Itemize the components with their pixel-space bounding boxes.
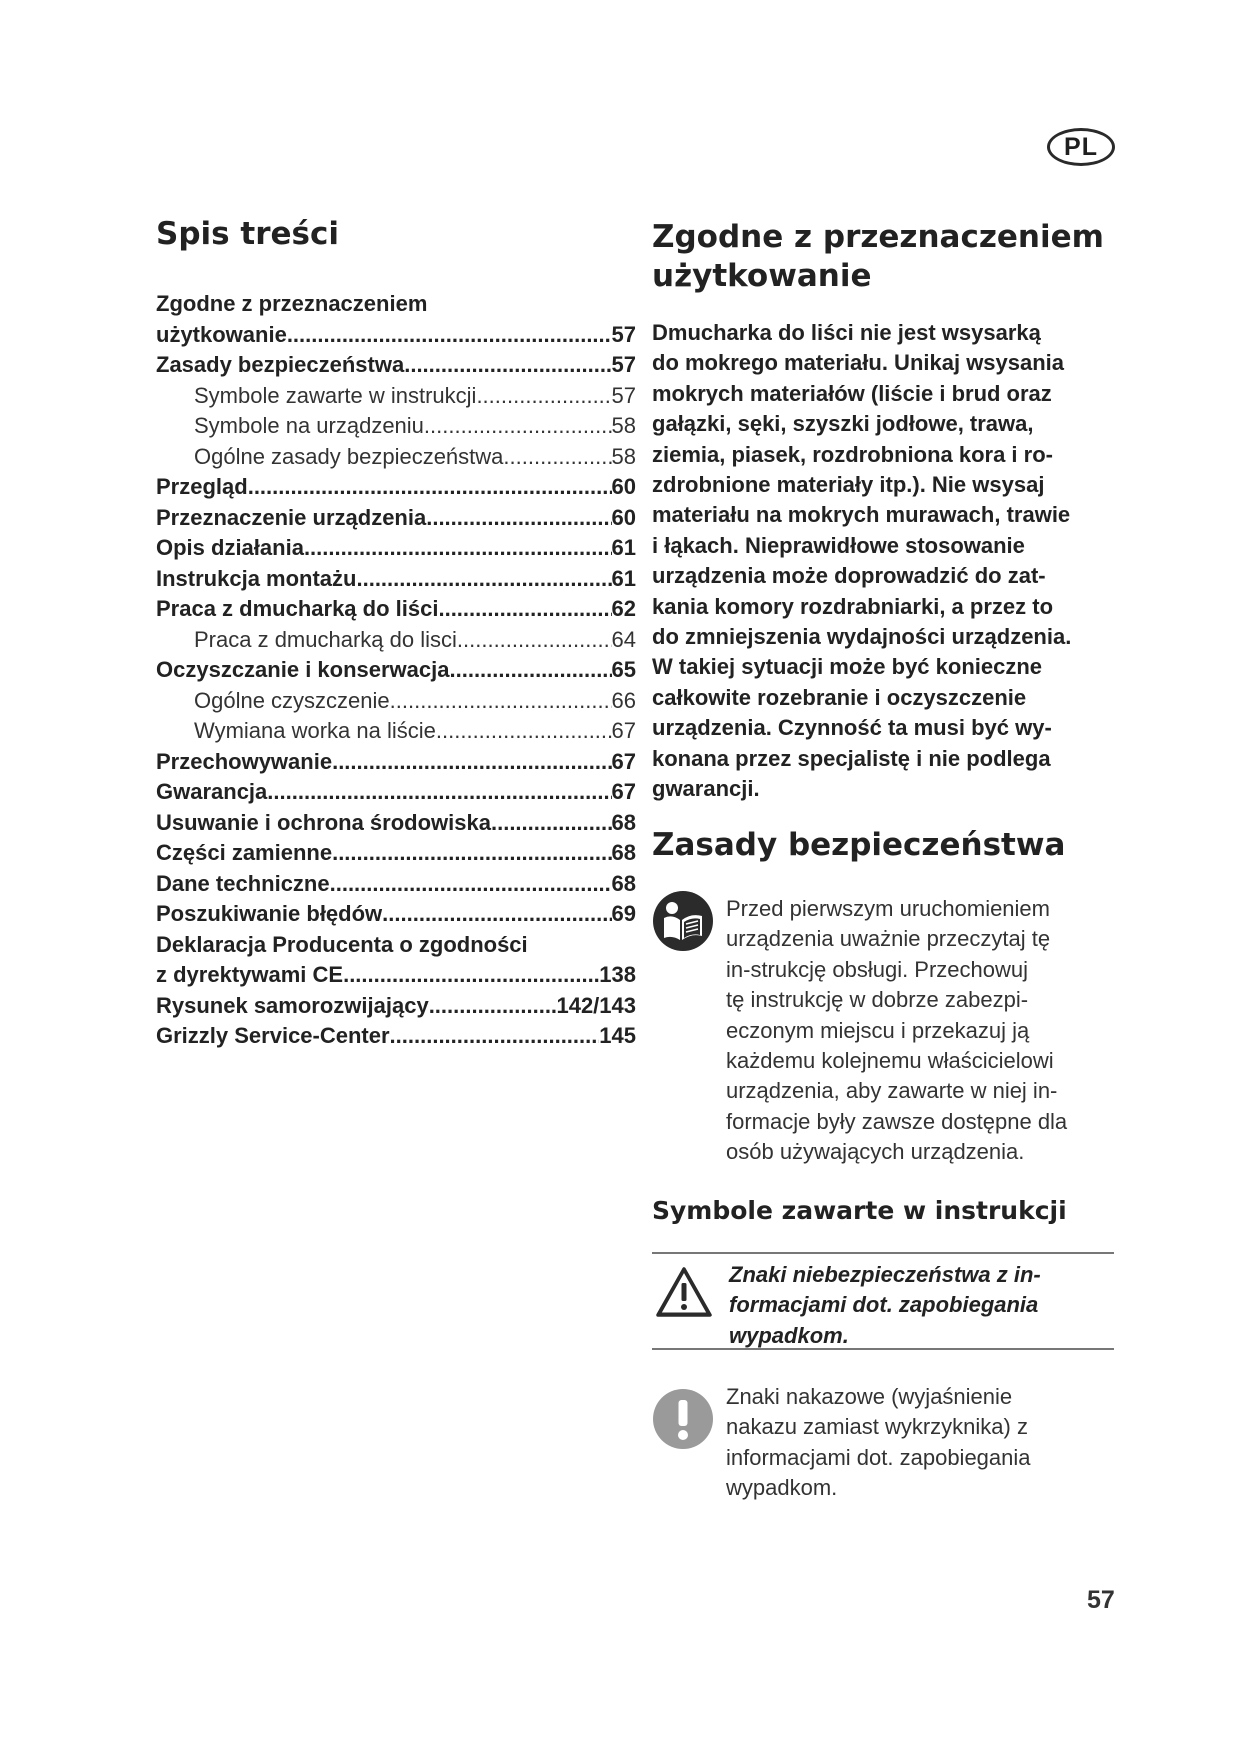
toc-entry: [156, 960, 636, 991]
intended-use-title-line1: Zgodne z przeznaczeniem: [652, 219, 1104, 255]
text-line: Przed pierwszym uruchomieniem: [726, 896, 1050, 921]
toc-entry-title: Deklaracja Producenta o zgodności: [156, 931, 528, 957]
text-line: zdrobnione materiały itp.). Nie wsysaj: [652, 472, 1045, 498]
toc-entry-page: 57: [611, 382, 636, 408]
exclamation-circle-icon: [652, 1388, 714, 1450]
toc-entry: [156, 289, 636, 320]
toc-entry-title: Przechowywanie: [156, 748, 333, 774]
toc-leader-dots: [450, 655, 612, 686]
toc-entry-title: Usuwanie i ochrona środowiska: [156, 809, 491, 835]
toc-entry: [156, 869, 636, 900]
toc-entry-page: 67: [611, 779, 636, 804]
toc-leader-dots: [429, 991, 557, 1022]
toc-entry: [156, 472, 636, 503]
toc-entry-page: 64: [611, 626, 636, 652]
warning-triangle-icon: [656, 1266, 712, 1318]
toc-entry-page: 138: [599, 962, 636, 987]
toc-entry-title: Zasady bezpieczeństwa: [156, 352, 405, 377]
text-line: całkowite rozebranie i oczyszczenie: [652, 684, 1027, 710]
safety-title: Zasady bezpieczeństwa: [652, 827, 1066, 863]
toc-leader-dots: [382, 899, 611, 930]
toc-leader-dots: [304, 533, 612, 564]
text-line: wypadkom.: [729, 1322, 849, 1348]
toc-entry-title: Symbole na urządzeniu: [194, 413, 424, 438]
safety-text: [726, 894, 1126, 1168]
toc-entry-page: 67: [611, 718, 636, 743]
symbols-heading: [652, 1196, 1132, 1225]
toc-entry-page: 58: [611, 443, 636, 469]
symbols-title: Symbole zawarte w instrukcji: [652, 1196, 1067, 1225]
toc-entry-page: 69: [611, 901, 636, 926]
toc-leader-dots: [404, 350, 611, 381]
text-line: Znaki nakazowe (wyjaśnienie: [726, 1384, 1013, 1409]
mandatory-symbol-text: [726, 1382, 1126, 1504]
toc-leader-dots: [503, 442, 611, 473]
toc-entry-title: Gwarancja: [156, 779, 268, 804]
toc-entry: [156, 930, 636, 961]
toc-leader-dots: [330, 869, 612, 900]
toc-entry-title: Opis działania: [156, 535, 304, 560]
text-line: W takiej sytuacji może być konieczne: [652, 654, 1043, 680]
toc-entry-page: 61: [611, 535, 636, 560]
text-line: urządzenia. Czynność ta musi być wy-: [652, 715, 1052, 741]
toc-entry-title: Symbole zawarte w instrukcji: [194, 382, 477, 408]
toc-leader-dots: [287, 320, 612, 351]
toc-entry-title: Wymiana worka na liście: [194, 718, 436, 743]
toc-leader-dots: [390, 1021, 600, 1052]
toc-entry: [156, 899, 636, 930]
toc-leader-dots: [332, 838, 611, 869]
toc-entry-title: Przeznaczenie urządzenia: [156, 504, 427, 530]
text-line: wypadkom.: [726, 1475, 838, 1501]
toc-entry-page: 57: [611, 352, 636, 377]
toc-leader-dots: [248, 472, 612, 503]
toc-entry-title: użytkowanie: [156, 321, 287, 347]
text-line: urządzenia uważnie przeczytaj tę: [726, 926, 1051, 952]
text-line: kania komory rozdrabniarki, a przez to: [652, 593, 1054, 619]
toc-entry-page: 61: [611, 565, 636, 591]
read-manual-icon: [652, 890, 714, 952]
text-line: materiału na mokrych murawach, trawie: [652, 502, 1071, 528]
toc-entry-title: Praca z dmucharką do liści: [156, 596, 439, 621]
toc-entry-title: Rysunek samorozwijający: [156, 992, 429, 1018]
toc-title: Spis treści: [156, 216, 339, 252]
warning-symbol-row: [652, 1252, 1114, 1350]
toc-entry-title: Praca z dmucharką do lisci: [194, 626, 457, 652]
text-line: in-strukcję obsługi. Przechowuj: [726, 956, 1029, 982]
toc-leader-dots: [476, 381, 611, 412]
toc-leader-dots: [267, 777, 611, 808]
toc-entry: [156, 655, 636, 686]
text-line: ziemia, piasek, rozdrobniona kora i ro-: [652, 441, 1053, 467]
page-number: 57: [1087, 1586, 1115, 1614]
language-badge: PL: [1047, 128, 1115, 166]
text-line: formacje były zawsze dostępne dla: [726, 1108, 1068, 1134]
toc-entry-page: 68: [611, 840, 636, 865]
toc-entry-title: Poszukiwanie błędów: [156, 901, 383, 926]
text-line: informacjami dot. zapobiegania: [726, 1444, 1031, 1470]
toc-entry: [156, 320, 636, 351]
intended-use-text: [652, 318, 1132, 805]
text-line: osób używających urządzenia.: [726, 1139, 1025, 1165]
text-line: formacjami dot. zapobiegania: [729, 1292, 1039, 1318]
toc-leader-dots: [426, 503, 611, 534]
text-line: do mokrego materiału. Unikaj wsysania: [652, 350, 1065, 376]
safety-heading: [652, 827, 1132, 863]
toc-leader-dots: [491, 808, 612, 839]
toc-entry-page: 67: [611, 748, 636, 774]
toc-entry-page: 68: [611, 870, 636, 896]
toc-entry-page: 60: [611, 474, 636, 499]
toc-entry: [156, 594, 636, 625]
intended-use-heading: [652, 218, 1132, 296]
toc-entry-title: Instrukcja montażu: [156, 565, 357, 591]
toc-entry-page: 62: [611, 596, 636, 621]
text-line: do zmniejszenia wydajności urządzenia.: [652, 624, 1072, 650]
toc-leader-dots: [343, 960, 599, 991]
toc-entry-title: Oczyszczanie i konserwacja: [156, 657, 450, 682]
text-line: każdemu kolejnemu właścicielowi: [726, 1048, 1054, 1074]
toc-leader-dots: [390, 686, 612, 717]
text-line: gałązki, sęki, szyszki jodłowe, trawa,: [652, 411, 1034, 437]
text-line: konana przez specjalistę i nie podlega: [652, 745, 1051, 771]
toc-entry-title: Ogólne zasady bezpieczeństwa: [194, 443, 504, 469]
toc-entry-title: Części zamienne: [156, 840, 333, 865]
toc-entry: [156, 411, 636, 442]
table-of-contents: [156, 289, 636, 1052]
text-line: tę instrukcję w dobrze zabezpi-: [726, 987, 1029, 1013]
toc-entry: [156, 747, 636, 778]
warning-symbol-text: [729, 1260, 1114, 1351]
toc-entry-page: 68: [611, 809, 636, 835]
text-line: nakazu zamiast wykrzyknika) z: [726, 1414, 1028, 1440]
toc-leader-dots: [457, 625, 612, 656]
toc-entry: [156, 1021, 636, 1052]
toc-leader-dots: [332, 747, 611, 778]
toc-entry-page: 142/143: [556, 992, 636, 1018]
text-line: mokrych materiałów (liście i brud oraz: [652, 380, 1052, 406]
toc-entry-page: 60: [611, 504, 636, 530]
text-line: urządzenia, aby zawarte w niej in-: [726, 1078, 1058, 1104]
toc-entry: [156, 716, 636, 747]
intended-use-title-line2: użytkowanie: [652, 258, 872, 294]
toc-entry: [156, 991, 636, 1022]
toc-entry-title: Grizzly Service-Center: [156, 1023, 390, 1048]
text-line: i łąkach. Nieprawidłowe stosowanie: [652, 532, 1025, 558]
toc-entry: [156, 686, 636, 717]
toc-entry-page: 58: [611, 413, 636, 438]
toc-entry-title: Ogólne czyszczenie: [194, 687, 390, 713]
toc-entry-page: 57: [611, 321, 636, 347]
toc-entry: [156, 381, 636, 412]
toc-entry-title: Zgodne z przeznaczeniem: [156, 291, 428, 316]
toc-entry-title: Dane techniczne: [156, 870, 330, 896]
toc-entry: [156, 564, 636, 595]
toc-leader-dots: [438, 594, 611, 625]
text-line: urządzenia może doprowadzić do zat-: [652, 563, 1046, 589]
toc-entry-page: 66: [611, 687, 636, 713]
toc-entry: [156, 503, 636, 534]
toc-entry: [156, 625, 636, 656]
text-line: eczonym miejscu i przekazuj ją: [726, 1017, 1030, 1043]
text-line: Dmucharka do liści nie jest wsysarką: [652, 320, 1041, 345]
text-line: Znaki niebezpieczeństwa z in-: [729, 1262, 1041, 1287]
toc-entry: [156, 350, 636, 381]
toc-entry-title: z dyrektywami CE: [156, 962, 344, 987]
toc-entry-page: 145: [599, 1023, 636, 1048]
text-line: gwarancji.: [652, 776, 760, 802]
toc-entry: [156, 838, 636, 869]
toc-entry-title: Przegląd: [156, 474, 248, 499]
toc-entry-page: 65: [611, 657, 636, 682]
toc-entry: [156, 533, 636, 564]
toc-entry: [156, 442, 636, 473]
toc-entry: [156, 808, 636, 839]
toc-leader-dots: [424, 411, 612, 442]
toc-leader-dots: [436, 716, 612, 747]
toc-entry: [156, 777, 636, 808]
toc-leader-dots: [356, 564, 611, 595]
